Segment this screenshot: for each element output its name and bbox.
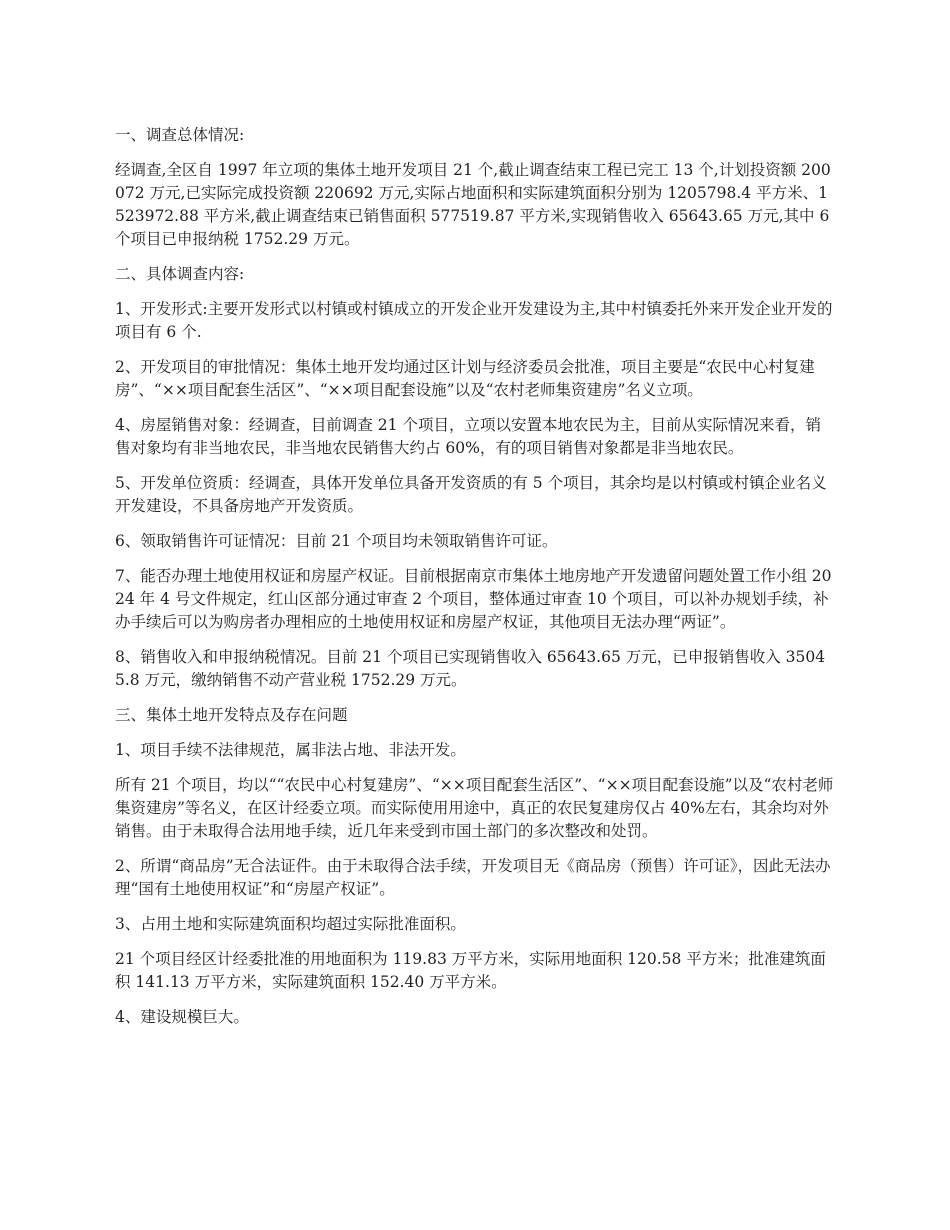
paragraph-item-2: 2、开发项目的审批情况：集体土地开发均通过区计划与经济委员会批准，项目主要是“农民中心村复建房”、“××项目配套生活区”、“××项目配套设施”以及“农村老师集资建房”名义立项。	[115, 358, 815, 399]
section-heading-2: 二、具体调查内容:	[115, 265, 245, 283]
paragraph-item-6: 6、领取销售许可证情况：目前 21 个项目均未领取销售许可证。	[115, 532, 558, 550]
document-body	[115, 124, 835, 1041]
paragraph-problem-1: 1、项目手续不法律规范，属非法占地、非法开发。	[115, 741, 466, 759]
paragraph-problem-2: 2、所谓“商品房”无合法证件。由于未取得合法手续，开发项目无《商品房（预售）许可证》，因此无法办理“国有土地使用权证”和“房屋产权证”。	[115, 857, 831, 898]
paragraph-item-1: 1、开发形式:主要开发形式以村镇或村镇成立的开发企业开发建设为主,其中村镇委托外来开发企业开发的项目有 6 个.	[115, 300, 833, 341]
paragraph-item-4: 4、房屋销售对象：经调查，目前调查 21 个项目，立项以安置本地农民为主，目前从实际情况来看，销售对象均有非当地农民，非当地农民销售大约占 60%，有的项目销售对象都是非当地农民。	[115, 416, 821, 457]
paragraph-item-5: 5、开发单位资质：经调查，具体开发单位具备开发资质的有 5 个项目，其余均是以村镇或村镇企业名义开发建设，不具备房地产开发资质。	[115, 474, 827, 515]
paragraph-item-8: 8、销售收入和申报纳税情况。目前 21 个项目已实现销售收入 65643.65 万元，已申报销售收入 35045.8 万元，缴纳销售不动产营业税 1752.29 万元。	[115, 648, 826, 689]
paragraph-overview: 经调查,全区自 1997 年立项的集体土地开发项目 21 个,截止调查结束工程已完工 13 个,计划投资额 200072 万元,已实际完成投资额 220692 万元,实际占地面积和实际建筑面积分别为 1205798.4 平方米、1523972.88 平方米,截止调查结束已销售面积 577519.87 平方米,实现销售收入 65643.65 万元,其中 6 个项目已申报纳税 1752.29 万元。	[115, 161, 831, 248]
paragraph-problem-3: 3、占用土地和实际建筑面积均超过实际批准面积。	[115, 915, 466, 933]
paragraph-problem-4: 4、建设规模巨大。	[115, 1008, 249, 1026]
paragraph-problem-1-detail: 所有 21 个项目，均以““农民中心村复建房”、“××项目配套生活区”、“××项目配套设施”以及“农村老师集资建房”等名义，在区计经委立项。而实际使用用途中，真正的农民复建房仅占 40%左右，其余均对外销售。由于未取得合法用地手续，近几年来受到市国土部门的多次整改和处罚。	[115, 776, 834, 840]
section-heading-1: 一、调查总体情况:	[115, 126, 245, 144]
paragraph-item-7: 7、能否办理土地使用权证和房屋产权证。目前根据南京市集体土地房地产开发遗留问题处置工作小组 2024 年 4 号文件规定，红山区部分通过审查 2 个项目，整体通过审查 10 个项目，可以补办规划手续，补办手续后可以为购房者办理相应的土地使用权证和房屋产权证，其他项目无法办理“两证”。	[115, 567, 832, 631]
section-heading-3: 三、集体土地开发特点及存在问题	[115, 706, 348, 724]
paragraph-problem-3-detail: 21 个项目经区计经委批准的用地面积为 119.83 万平方米，实际用地面积 120.58 平方米；批准建筑面积 141.13 万平方米，实际建筑面积 152.40 万平方米。	[115, 950, 826, 991]
